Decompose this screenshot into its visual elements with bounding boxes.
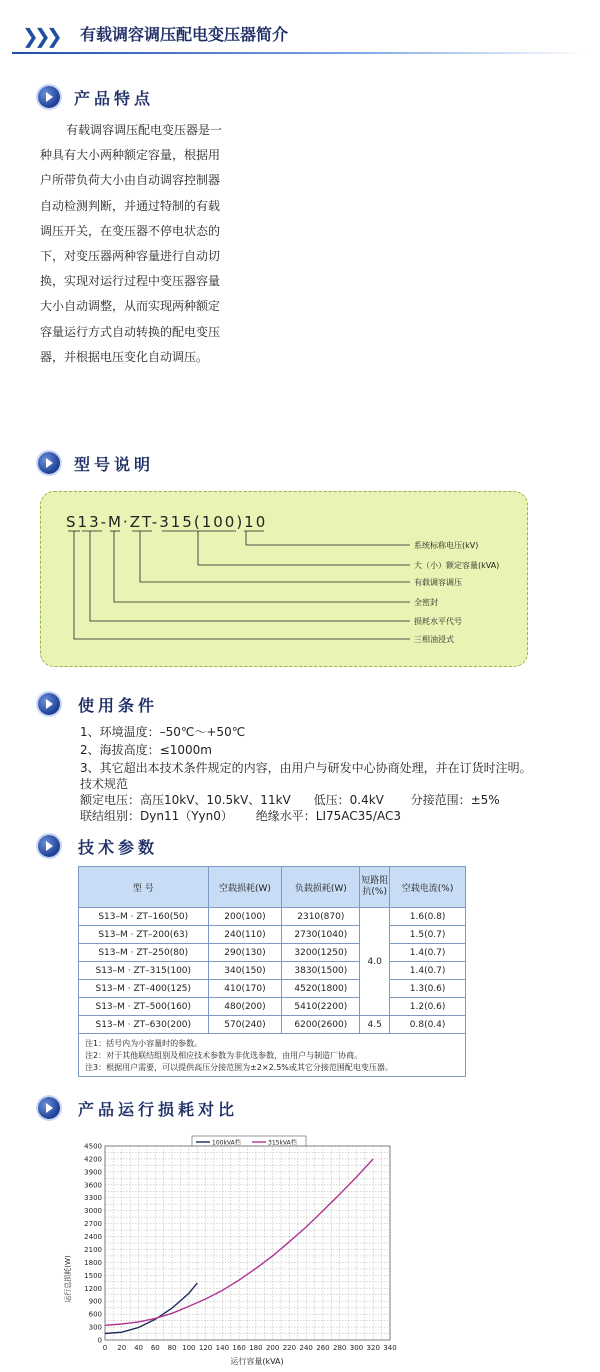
- cell-model: S13–M · ZT–200(63): [79, 926, 209, 944]
- cell-load-loss: 2310(870): [282, 908, 360, 926]
- y-tick-label: 4500: [84, 1142, 102, 1151]
- cell-noload-current: 1.4(0.7): [390, 962, 466, 980]
- cell-load-loss: 4520(1800): [282, 980, 360, 998]
- features-line: 换，实现对运行过程中变压器容量: [40, 274, 221, 289]
- cell-load-loss: 2730(1040): [282, 926, 360, 944]
- x-tick-label: 60: [150, 1344, 160, 1352]
- y-axis-label: 运行总损耗(W): [64, 1255, 72, 1303]
- x-tick-label: 320: [366, 1344, 380, 1352]
- features-line: 容量运行方式自动转换的配电变压: [40, 324, 221, 339]
- params-table: [78, 866, 466, 1034]
- model-label: 三相油浸式: [414, 635, 454, 644]
- note-line: 注1：括号内为小容量时的参数。: [85, 1039, 203, 1048]
- section-title-model: 型号说明: [74, 455, 155, 474]
- y-tick-label: 2400: [84, 1233, 102, 1242]
- section-play-icon: [38, 1097, 60, 1119]
- y-tick-label: 3600: [84, 1181, 102, 1190]
- table-notes: [78, 1033, 466, 1077]
- x-tick-label: 200: [265, 1344, 280, 1352]
- model-label: 大（小）额定容量(kVA): [414, 561, 500, 570]
- column-header: 负载损耗(W): [282, 867, 360, 908]
- table-row: [79, 980, 466, 998]
- x-tick-label: 0: [102, 1344, 108, 1352]
- cell-model: S13–M · ZT–315(100): [79, 962, 209, 980]
- features-line: 大小自动调整，从而实现两种额定: [40, 299, 221, 314]
- cell-noload-loss: 340(150): [208, 962, 282, 980]
- cell-noload-loss: 410(170): [208, 980, 282, 998]
- model-code: S13-M·ZT-315(100)10: [66, 513, 268, 531]
- cell-impedance: 4.0: [360, 908, 390, 1016]
- table-row: [79, 944, 466, 962]
- features-line: 下，对变压器两种容量进行自动切: [40, 249, 221, 263]
- condition-line: 联结组别：Dyn11（Yyn0） 绝缘水平：LI75AC35/AC3: [80, 809, 401, 823]
- condition-line: 额定电压：高压10kV、10.5kV、11kV 低压：0.4kV 分接范围：±5%: [80, 793, 500, 807]
- cell-noload-current: 0.8(0.4): [390, 1016, 466, 1034]
- condition-line: 1、环境温度：–50℃～+50℃: [80, 725, 246, 739]
- cell-load-loss: 3200(1250): [282, 944, 360, 962]
- cell-load-loss: 5410(2200): [282, 998, 360, 1016]
- legend-label: 100kVA档: [212, 1139, 241, 1147]
- x-axis-label: 运行容量(kVA): [230, 1357, 284, 1366]
- y-tick-label: 1500: [84, 1271, 102, 1280]
- column-header: 型 号: [79, 867, 209, 908]
- x-tick-label: 140: [215, 1344, 230, 1352]
- table-row: [79, 1016, 466, 1034]
- y-tick-label: 1800: [84, 1258, 102, 1267]
- model-diagram: [40, 491, 526, 665]
- y-tick-label: 2100: [84, 1245, 102, 1254]
- column-header: 短路阻抗(%): [360, 867, 390, 908]
- y-tick-label: 900: [88, 1297, 102, 1306]
- y-tick-label: 3900: [84, 1168, 102, 1177]
- features-text: [66, 118, 222, 143]
- table-header-row: [79, 867, 466, 908]
- cell-noload-current: 1.3(0.6): [390, 980, 466, 998]
- x-tick-label: 220: [282, 1344, 297, 1352]
- section-play-icon: [38, 693, 60, 715]
- y-tick-label: 3000: [84, 1207, 102, 1216]
- x-tick-label: 280: [333, 1344, 347, 1352]
- model-label: 全密封: [414, 598, 438, 607]
- section-play-icon: [38, 86, 60, 108]
- cell-noload-current: 1.4(0.7): [390, 944, 466, 962]
- features-text-body: [40, 143, 220, 370]
- x-tick-label: 100: [182, 1344, 196, 1352]
- y-tick-label: 3300: [84, 1194, 102, 1203]
- column-header: 空载电流(%): [390, 867, 466, 908]
- cell-noload-loss: 240(110): [208, 926, 282, 944]
- condition-line: 2、海拔高度：≤1000m: [80, 743, 212, 757]
- x-tick-label: 80: [167, 1344, 177, 1352]
- features-line: 调压开关，在变压器不停电状态的: [40, 223, 221, 238]
- y-tick-label: 2700: [84, 1220, 102, 1229]
- cell-model: S13–M · ZT–400(125): [79, 980, 209, 998]
- features-line: 有载调容调压配电变压器是一: [66, 123, 223, 137]
- header-divider: [12, 52, 588, 54]
- cell-model: S13–M · ZT–630(200): [79, 1016, 209, 1034]
- loss-chart: [60, 1132, 410, 1368]
- cell-noload-loss: 200(100): [208, 908, 282, 926]
- x-tick-label: 240: [299, 1344, 313, 1352]
- cell-noload-current: 1.2(0.6): [390, 998, 466, 1016]
- condition-line: 3、其它超出本技术条件规定的内容，由用户与研发中心协商处理，并在订货时注明。: [80, 761, 532, 775]
- x-tick-label: 20: [117, 1344, 127, 1352]
- section-title-params: 技术参数: [78, 838, 159, 857]
- features-line: 自动检测判断，并通过特制的有载: [40, 198, 221, 213]
- cell-model: S13–M · ZT–160(50): [79, 908, 209, 926]
- note-line: 注3：根据用户需要，可以提供高压分接范围为±2×2.5%或其它分接范围配电变压器。: [85, 1063, 393, 1072]
- cell-model: S13–M · ZT–250(80): [79, 944, 209, 962]
- x-tick-label: 340: [383, 1344, 397, 1352]
- cell-noload-current: 1.5(0.7): [390, 926, 466, 944]
- y-tick-label: 4200: [84, 1155, 102, 1164]
- cell-impedance: 4.5: [360, 1016, 390, 1034]
- y-tick-label: 600: [88, 1310, 102, 1319]
- x-tick-label: 160: [232, 1344, 246, 1352]
- chevron-right-icon: ❯: [22, 24, 33, 48]
- table-row: [79, 926, 466, 944]
- x-tick-label: 40: [134, 1344, 143, 1352]
- cell-noload-loss: 570(240): [208, 1016, 282, 1034]
- model-label: 损耗水平代号: [414, 617, 462, 626]
- section-play-icon: [38, 835, 60, 857]
- cell-load-loss: 3830(1500): [282, 962, 360, 980]
- x-tick-label: 300: [349, 1344, 364, 1352]
- y-tick-label: 0: [97, 1336, 102, 1345]
- x-tick-label: 120: [198, 1344, 213, 1352]
- section-title-loss: 产品运行损耗对比: [78, 1100, 239, 1119]
- table-row: [79, 962, 466, 980]
- cell-noload-loss: 480(200): [208, 998, 282, 1016]
- note-line: 注2：对于其他联结组别及相应技术参数为非优选参数，由用户与制造厂协商。: [85, 1051, 363, 1060]
- chevron-right-icon: ❯: [46, 24, 57, 48]
- y-tick-label: 1200: [84, 1284, 102, 1293]
- cell-load-loss: 6200(2600): [282, 1016, 360, 1034]
- features-line: 户所带负荷大小由自动调容控制器: [40, 173, 221, 188]
- table-row: [79, 908, 466, 926]
- chevron-right-icon: ❯: [34, 24, 45, 48]
- condition-line: 技术规范: [80, 777, 129, 791]
- section-title-features: 产品特点: [74, 89, 155, 108]
- x-tick-label: 180: [249, 1344, 263, 1352]
- model-label: 系统标称电压(kV): [414, 541, 479, 550]
- legend-label: 315kVA档: [268, 1139, 297, 1147]
- x-tick-label: 260: [316, 1344, 330, 1352]
- cell-noload-loss: 290(130): [208, 944, 282, 962]
- column-header: 空载损耗(W): [208, 867, 282, 908]
- model-label: 有载调容调压: [414, 578, 462, 587]
- y-tick-label: 300: [88, 1323, 102, 1332]
- section-play-icon: [38, 452, 60, 474]
- features-line: 种具有大小两种额定容量，根据用: [40, 148, 221, 163]
- features-line: 器，并根据电压变化自动调压。: [40, 349, 209, 364]
- page-title: 有载调容调压配电变压器简介: [80, 25, 289, 44]
- cell-noload-current: 1.6(0.8): [390, 908, 466, 926]
- section-title-conditions: 使用条件: [78, 696, 159, 715]
- table-row: [79, 998, 466, 1016]
- cell-model: S13–M · ZT–500(160): [79, 998, 209, 1016]
